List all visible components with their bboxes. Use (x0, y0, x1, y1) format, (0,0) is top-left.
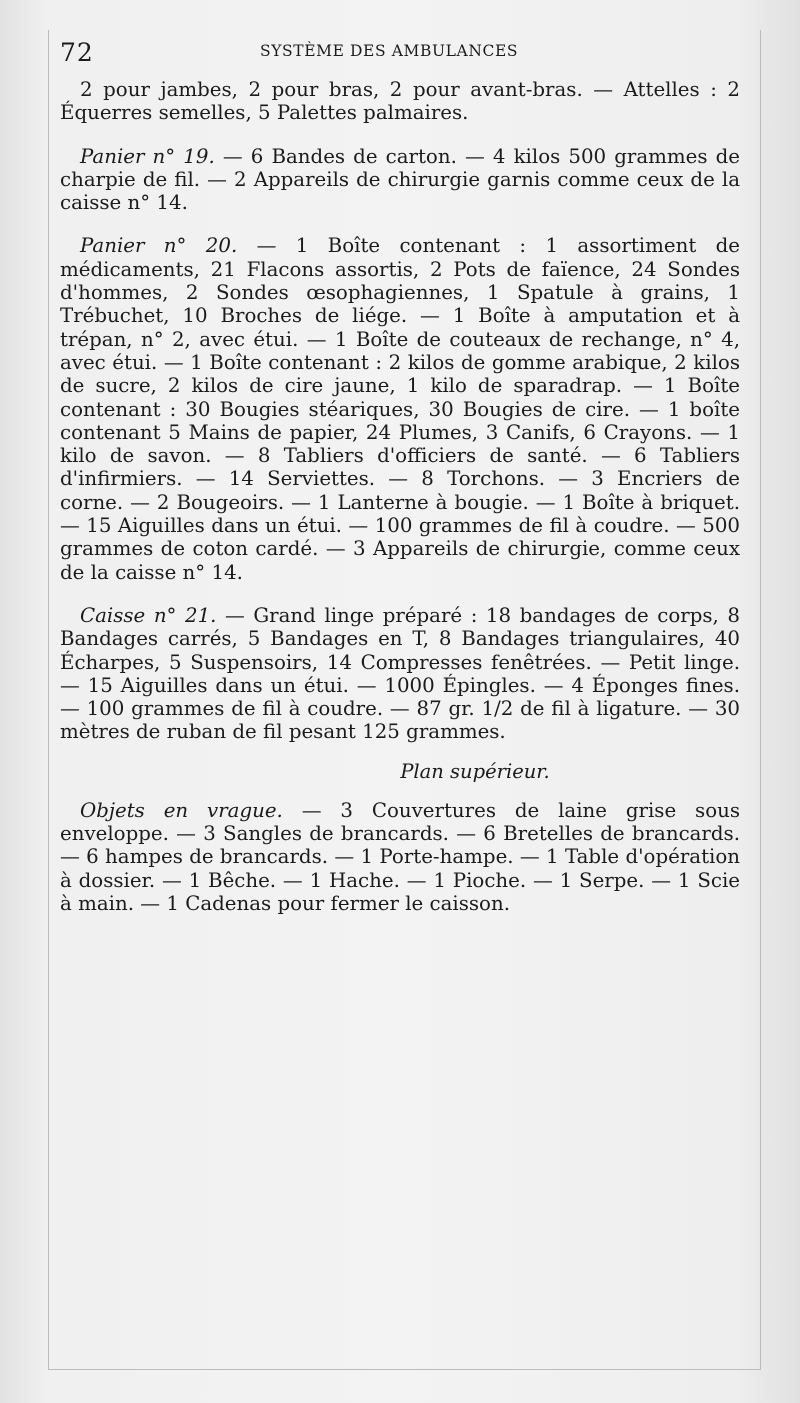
paragraph-objets-en-vrague (60, 799, 740, 915)
page-body (60, 78, 740, 915)
paragraph-lead: Panier n° 20. (80, 234, 238, 258)
bottom-margin-rule (48, 1369, 761, 1370)
page-number: 72 (60, 38, 94, 67)
page-header (60, 36, 750, 66)
paragraph-lead: Panier n° 19. (80, 144, 215, 168)
paragraph-caisse-21 (60, 604, 740, 744)
section-title: Plan supérieur. (400, 759, 550, 783)
paragraph-continuation (60, 78, 740, 125)
paragraph-panier-19 (60, 145, 740, 215)
paragraph-text: — 1 Boîte contenant : 1 assortiment de médicaments, 21 Flacons assortis, 2 Pots de faïence, 24 Sondes d'hommes, 2 Sondes œsophagiennes, 1 Spatule à grains, 1 Trébuchet, 10 Broches de liége. — 1 Boîte à amputation et à trépan, n° 2, avec étui. — 1 Boîte de couteaux de rechange, n° 4, avec étui. — 1 Boîte contenant : 2 kilos de gomme arabique, 2 kilos de sucre, 2 kilos de cire jaune, 1 kilo de sparadrap. — 1 Boîte contenant : 30 Bougies stéariques, 30 Bougies de cire. — 1 boîte contenant 5 Mains de papier, 24 Plumes, 3 Canifs, 6 Crayons. — 1 kilo de savon. — 8 Tabliers d'officiers de santé. — 6 Tabliers d'infirmiers. — 14 Serviettes. — 8 Torchons. — 3 Encriers de corne. — 2 Bougeoirs. — 1 Lanterne à bougie. — 1 Boîte à briquet. — 15 Aiguilles dans un étui. — 100 grammes de fil à coudre. — 500 grammes de coton cardé. — 3 Appareils de chirurgie, comme ceux de la caisse n° 14. (60, 234, 741, 584)
paragraph-text: — 3 Couvertures de laine grise sous enveloppe. — 3 Sangles de brancards. — 6 Bretelles de brancards. — 6 hampes de brancards. — 1 Porte-hampe. — 1 Table d'opération à dossier. — 1 Bêche. — 1 Hache. — 1 Pioche. — 1 Serpe. — 1 Scie à main. — 1 Cadenas pour fermer le caisson. (60, 798, 740, 915)
paragraph-text: — 6 Bandes de carton. — 4 kilos 500 grammes de charpie de fil. — 2 Appareils de chirurgie garnis comme ceux de la caisse n° 14. (60, 144, 741, 215)
paragraph-text: 2 pour jambes, 2 pour bras, 2 pour avant-bras. — Attelles : 2 Équerres semelles, 5 Palettes palmaires. (60, 78, 740, 125)
left-margin-rule (48, 30, 49, 1370)
paragraph-panier-20 (60, 234, 740, 583)
paragraph-lead: Objets en vrague. (80, 798, 283, 822)
paragraph-lead: Caisse n° 21. (80, 603, 217, 627)
paragraph-text: — Grand linge préparé : 18 bandages de corps, 8 Bandages carrés, 5 Bandages en T, 8 Bandages triangulaires, 40 Écharpes, 5 Suspensoirs, 14 Compresses fenêtrées. — Petit linge. — 15 Aiguilles dans un étui. — 1000 Épingles. — 4 Éponges fines. — 100 grammes de fil à coudre. — 87 gr. 1/2 de fil à ligature. — 30 mètres de ruban de fil pesant 125 grammes. (60, 603, 740, 744)
running-head: SYSTÈME DES AMBULANCES (260, 42, 519, 60)
right-margin-rule (760, 30, 761, 1370)
